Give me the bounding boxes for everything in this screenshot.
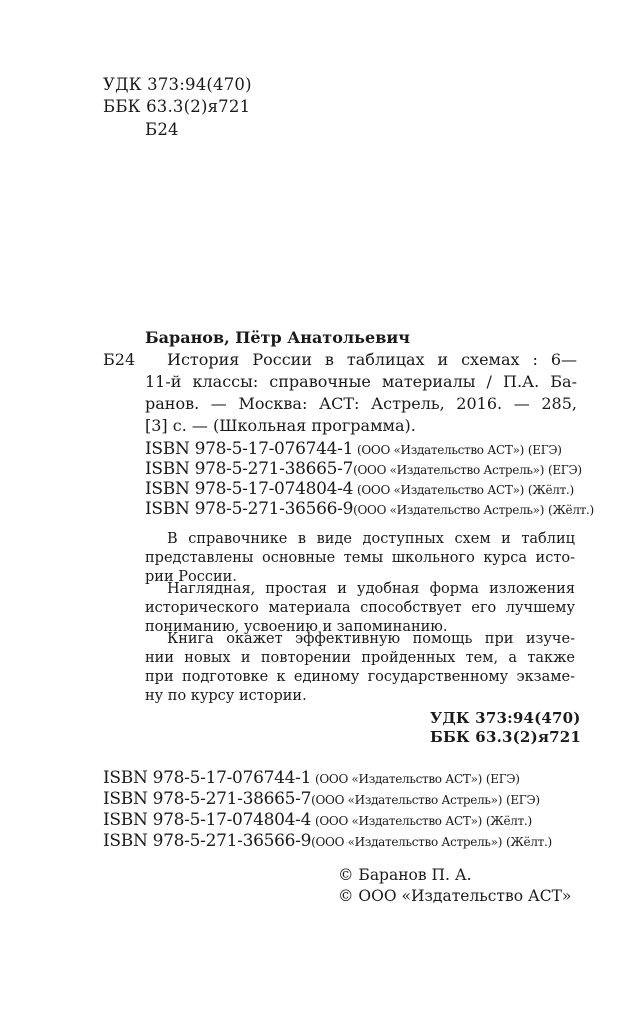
annotation-line-7: Книга окажет эффективную помощь при изуче- — [167, 631, 575, 647]
annotation-line-9: при подготовке к единому государственному экзаме- — [145, 669, 575, 685]
author-name: Баранов, Пётр Анатольевич — [145, 328, 410, 347]
record-line-4: [3] с. — (Школьная программа). — [145, 416, 416, 435]
udk-code-bottom: УДК 373:94(470) — [430, 709, 581, 727]
annotation-line-5: исторического материала способствует его лучшему — [145, 600, 575, 616]
isbn-series: (Жёлт.) — [527, 483, 574, 497]
annotation-line-4: Наглядная, простая и удобная форма изложения — [167, 581, 575, 597]
isbn-number: ISBN 978-5-17-076744-1 — [103, 768, 312, 788]
record-line-3: ранов. — Москва: АСТ: Астрель, 2016. — 285, — [145, 394, 577, 413]
annotation-line-6: пониманию, усвоению и запоминанию. — [145, 619, 448, 635]
bottom-isbn-1 — [103, 769, 520, 790]
isbn-number: ISBN 978-5-17-074804-4 — [145, 479, 354, 499]
isbn-series: (ЕГЭ) — [505, 793, 540, 807]
udk-code-top: УДК 373:94(470) — [103, 75, 252, 94]
record-line-1: История России в таблицах и схемах : 6— — [167, 350, 577, 369]
annotation-line-8: нии новых и повторении пройденных тем, а также — [145, 650, 575, 666]
bottom-isbn-3 — [103, 811, 532, 832]
record-isbn-3 — [145, 480, 574, 501]
isbn-publisher: (ООО «Издательство АСТ») — [314, 772, 483, 786]
bbk-code-bottom: ББК 63.3(2)я721 — [430, 728, 582, 746]
record-isbn-2 — [145, 460, 582, 481]
isbn-publisher: (ООО «Издательство АСТ») — [356, 443, 525, 457]
isbn-series: (Жёлт.) — [547, 503, 594, 517]
isbn-number: ISBN 978-5-271-36566-9 — [103, 831, 312, 851]
author-mark: Б24 — [103, 350, 136, 369]
annotation-line-10: ну по курсу истории. — [145, 688, 307, 704]
isbn-series: (ЕГЭ) — [527, 443, 562, 457]
bbk-code-top: ББК 63.3(2)я721 — [103, 97, 251, 116]
record-isbn-1 — [145, 440, 562, 461]
isbn-series: (ЕГЭ) — [547, 463, 582, 477]
record-isbn-4 — [145, 500, 594, 521]
copyright-publisher: © ООО «Издательство АСТ» — [338, 887, 572, 905]
isbn-publisher: (ООО «Издательство Астрель») — [353, 463, 545, 477]
isbn-publisher: (ООО «Издательство Астрель») — [353, 503, 545, 517]
isbn-series: (ЕГЭ) — [485, 772, 520, 786]
author-mark-top: Б24 — [145, 120, 179, 139]
isbn-number: ISBN 978-5-271-36566-9 — [145, 499, 354, 519]
isbn-series: (Жёлт.) — [485, 814, 532, 828]
isbn-publisher: (ООО «Издательство Астрель») — [311, 835, 503, 849]
bottom-isbn-4 — [103, 832, 552, 853]
annotation-line-3: рии России. — [145, 569, 237, 585]
copyright-author: © Баранов П. А. — [338, 866, 472, 884]
isbn-number: ISBN 978-5-271-38665-7 — [145, 459, 354, 479]
isbn-number: ISBN 978-5-17-074804-4 — [103, 810, 312, 830]
bottom-isbn-2 — [103, 790, 540, 811]
record-line-2: 11-й классы: справочные материалы / П.А. Ба- — [145, 372, 577, 391]
isbn-series: (Жёлт.) — [505, 835, 552, 849]
isbn-number: ISBN 978-5-271-38665-7 — [103, 789, 312, 809]
isbn-publisher: (ООО «Издательство Астрель») — [311, 793, 503, 807]
annotation-line-1: В справочнике в виде доступных схем и таблиц — [167, 531, 575, 547]
isbn-number: ISBN 978-5-17-076744-1 — [145, 439, 354, 459]
isbn-publisher: (ООО «Издательство АСТ») — [314, 814, 483, 828]
annotation-line-2: представлены основные темы школьного курса исто- — [145, 550, 575, 566]
isbn-publisher: (ООО «Издательство АСТ») — [356, 483, 525, 497]
